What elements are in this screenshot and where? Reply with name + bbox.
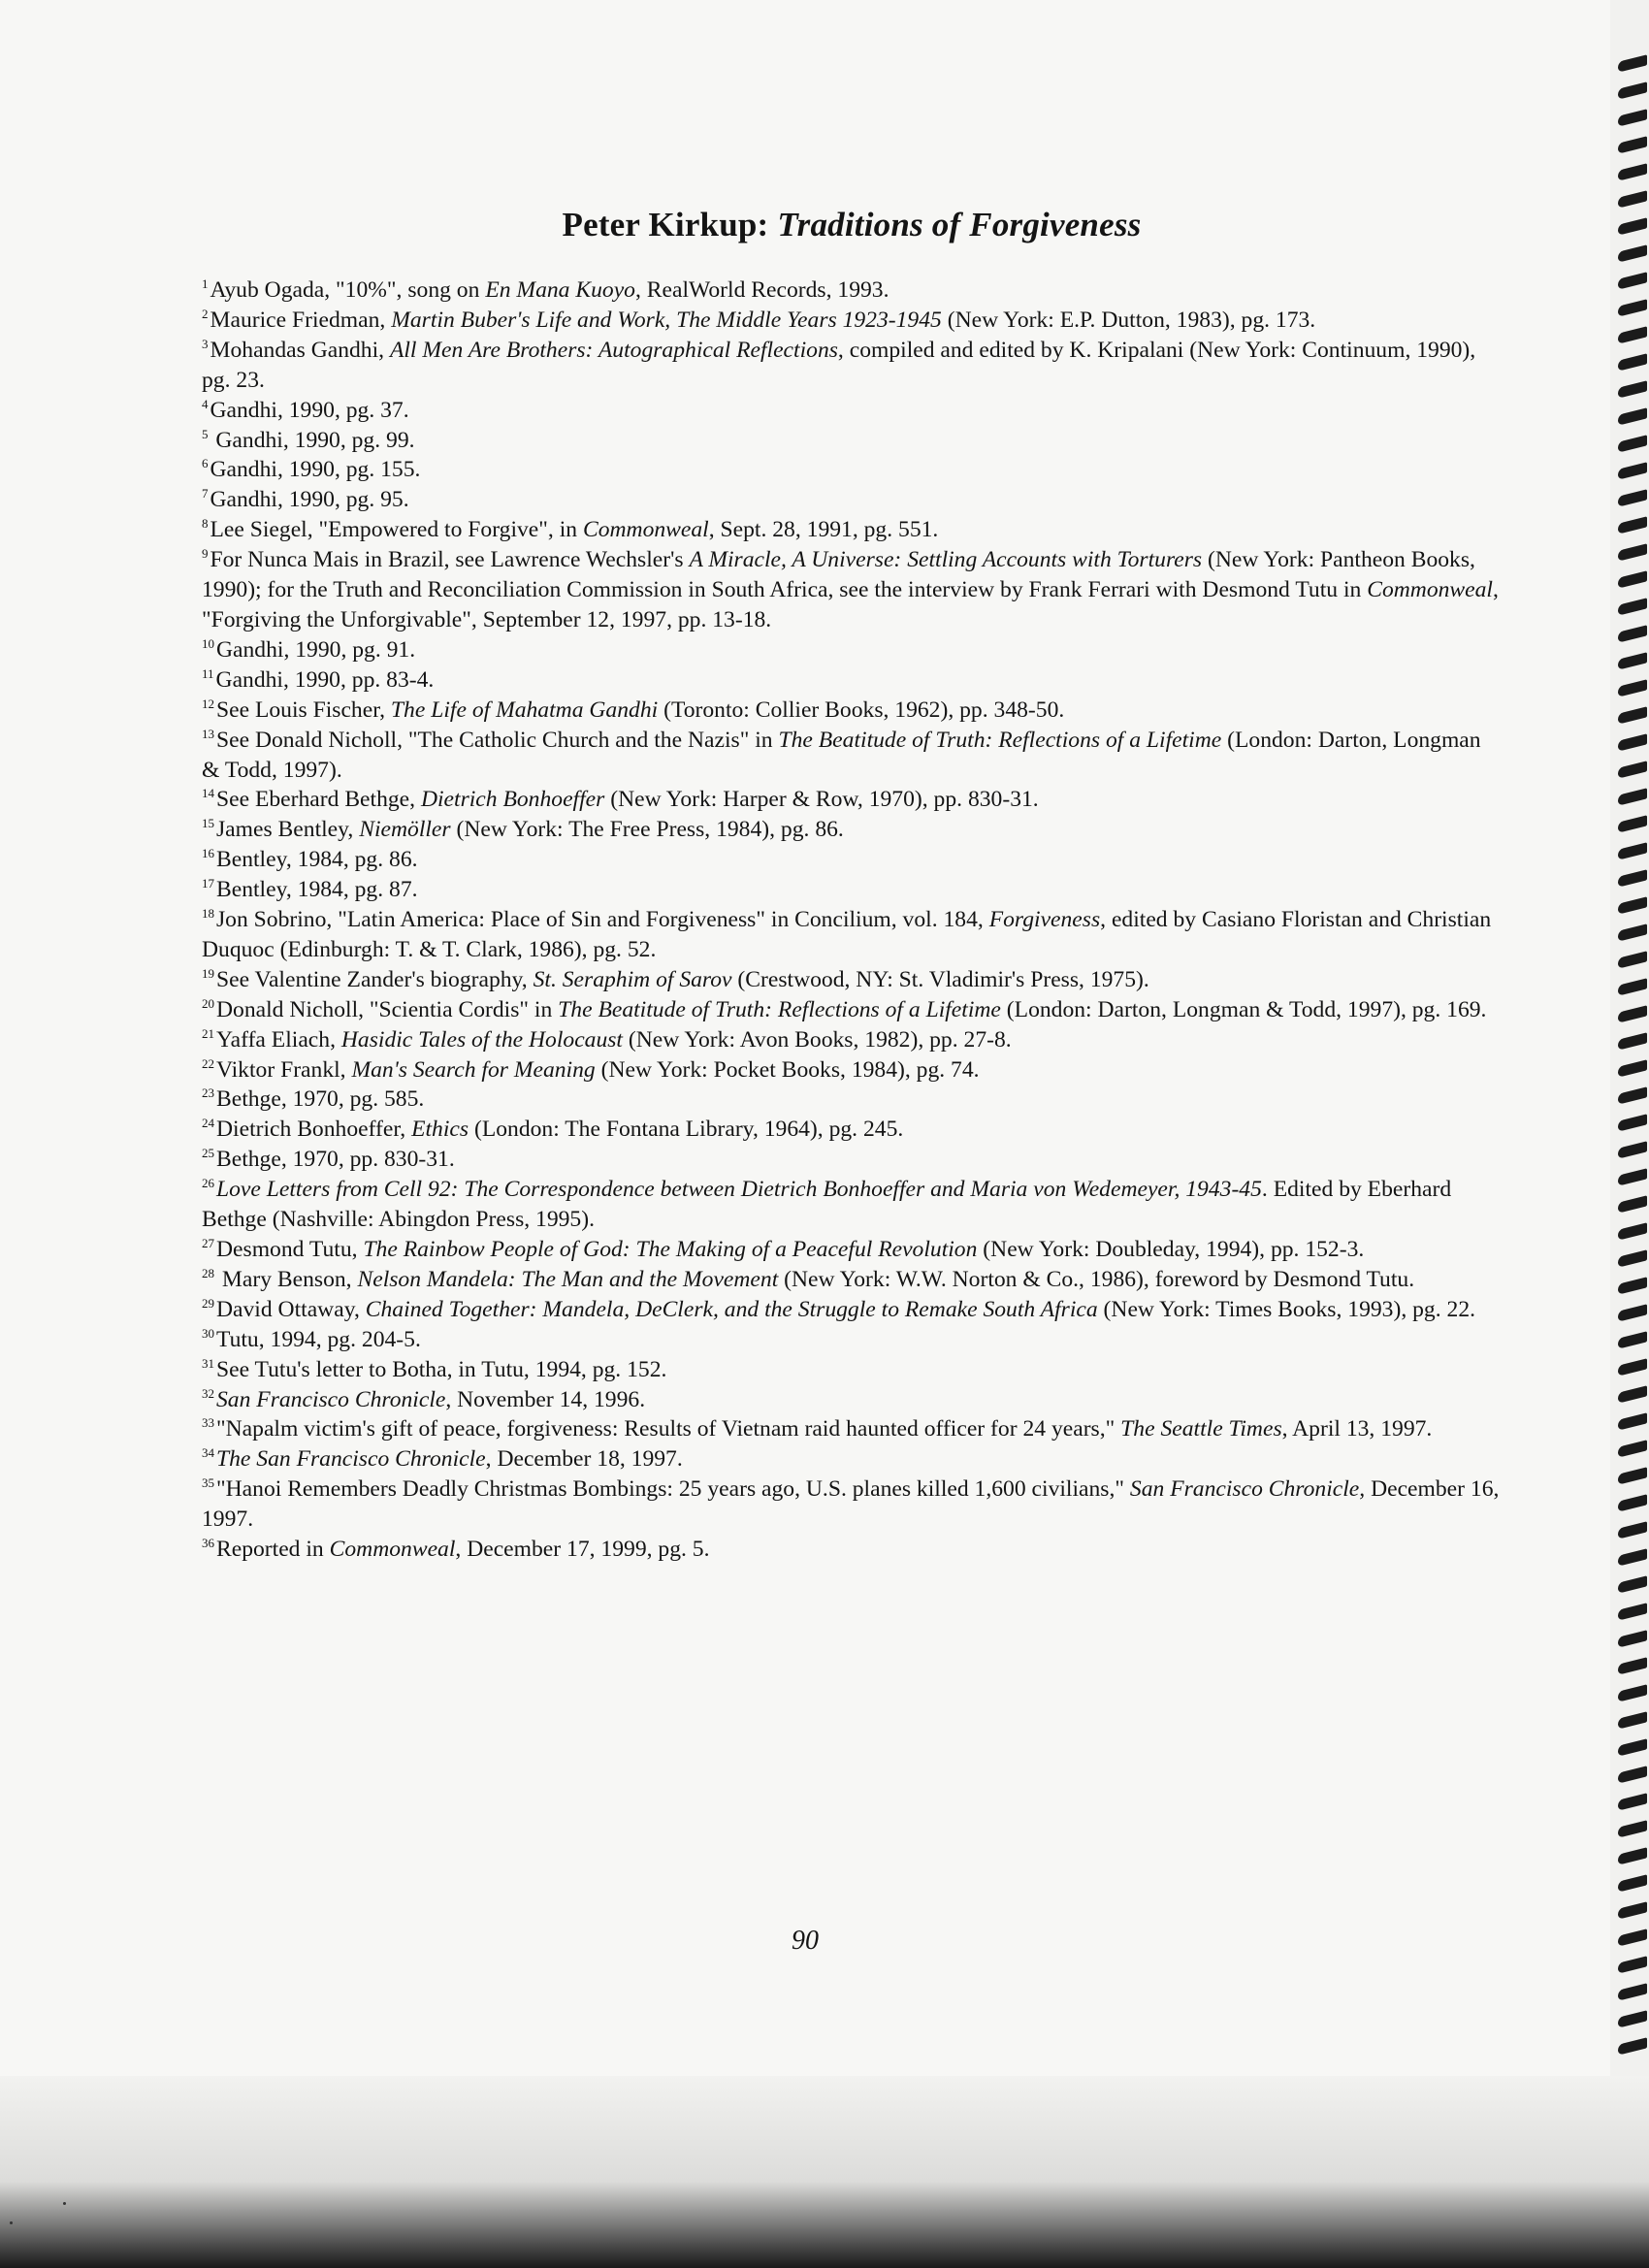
endnote-text: Yaffa Eliach,	[216, 1026, 341, 1053]
endnote-number: 26	[202, 1176, 214, 1191]
endnote-text: See Tutu's letter to Botha, in Tutu, 1994, pg. 152.	[216, 1356, 667, 1382]
endnote-title: The San Francisco Chronicle	[216, 1446, 486, 1473]
spiral-coil	[1618, 163, 1647, 180]
page-content	[202, 206, 1502, 1565]
endnote-18	[202, 905, 1502, 965]
endnote-text: Bethge, 1970, pg. 585.	[216, 1086, 425, 1113]
spiral-coil	[1618, 190, 1647, 208]
endnote-title: St. Seraphim of Sarov	[533, 966, 732, 992]
spiral-binding	[1606, 58, 1649, 2076]
endnote-24	[202, 1115, 1502, 1145]
spiral-coil	[1618, 1548, 1647, 1566]
endnote-36	[202, 1535, 1502, 1565]
endnote-28	[202, 1265, 1502, 1295]
endnote-text: (New York: Doubleday, 1994), pp. 152-3.	[977, 1237, 1365, 1262]
spiral-coil	[1618, 815, 1647, 832]
endnote-text: , edited by Casiano Floristan and Christian Duquoc (Edinburgh: T. & T. Clark, 1986), pg. 52.	[202, 907, 1492, 962]
endnote-text: Lee Siegel, "Empowered to Forgive", in	[210, 517, 583, 543]
endnote-25	[202, 1145, 1502, 1175]
endnote-text: , November 14, 1996.	[445, 1386, 646, 1412]
endnote-text: Donald Nicholl, "Scientia Cordis" in	[216, 996, 559, 1022]
endnote-title: Dietrich Bonhoeffer	[420, 787, 605, 813]
endnote-text: (New York: W.W. Norton & Co., 1986), foreword by Desmond Tutu.	[778, 1266, 1415, 1292]
spiral-coil	[1618, 462, 1647, 479]
endnote-number: 34	[202, 1445, 214, 1461]
endnote-33	[202, 1414, 1502, 1444]
spiral-coil	[1618, 1358, 1647, 1376]
endnote-number: 21	[202, 1025, 214, 1041]
endnote-title: Man's Search for Meaning	[351, 1056, 596, 1083]
endnote-29	[202, 1295, 1502, 1325]
endnote-text: Gandhi, 1990, pp. 83-4.	[215, 666, 435, 693]
endnote-text: Dietrich Bonhoeffer,	[216, 1117, 412, 1143]
endnote-number: 5	[202, 426, 209, 441]
endnote-title: Martin Buber's Life and Work, The Middle Years 1923-1945	[391, 307, 942, 333]
endnote-21	[202, 1025, 1502, 1055]
endnote-text: Gandhi, 1990, pg. 99.	[210, 427, 415, 453]
endnote-34	[202, 1444, 1502, 1474]
spiral-coil	[1618, 1820, 1647, 1837]
spiral-coil	[1618, 1440, 1647, 1457]
endnote-26	[202, 1175, 1502, 1235]
spiral-coil	[1618, 1766, 1647, 1783]
endnote-number: 3	[202, 336, 209, 351]
spiral-coil	[1618, 1331, 1647, 1348]
spiral-coil	[1618, 1657, 1647, 1674]
endnote-text: December 16, 1997.	[202, 1476, 1500, 1533]
endnote-text: , December 18, 1997.	[485, 1446, 683, 1473]
endnote-text: , "Forgiving the Unforgivable", September 12, 1997, pp. 13-18.	[202, 577, 1499, 632]
endnote-number: 19	[202, 965, 214, 981]
endnote-13	[202, 726, 1502, 786]
endnote-text: Maurice Friedman,	[210, 307, 392, 333]
spiral-coil	[1618, 923, 1647, 941]
endnote-number: 10	[202, 635, 214, 651]
endnote-number: 35	[202, 1475, 214, 1491]
spiral-coil	[1618, 679, 1647, 697]
endnote-title: Niemöller	[359, 817, 451, 843]
endnote-number: 6	[202, 456, 209, 471]
endnote-number: 2	[202, 306, 209, 321]
endnote-31	[202, 1355, 1502, 1385]
endnote-number: 12	[202, 696, 214, 711]
endnote-text: Reported in	[216, 1537, 330, 1563]
spiral-coil	[1618, 652, 1647, 669]
endnote-text: Ayub Ogada, "10%", song on	[210, 277, 486, 303]
spiral-coil	[1618, 1983, 1647, 2000]
endnote-17	[202, 875, 1502, 905]
spiral-coil	[1618, 1521, 1647, 1539]
endnote-number: 7	[202, 486, 209, 502]
spiral-coil	[1618, 1928, 1647, 1946]
endnote-10	[202, 635, 1502, 665]
spiral-coil	[1618, 407, 1647, 425]
endnote-title: The Beatitude of Truth: Reflections of a Lifetime	[778, 727, 1222, 753]
spiral-coil	[1618, 1684, 1647, 1701]
endnote-text: Bentley, 1984, pg. 86.	[216, 847, 418, 873]
endnote-text: (New York: Pantheon Books, 1990); for the Truth and Reconciliation Commission in South Africa, see the interview by Frank Ferrari with Desmond Tutu in	[202, 547, 1475, 603]
endnote-text: (London: The Fontana Library, 1964), pg. 245.	[469, 1117, 904, 1143]
endnote-number: 8	[202, 516, 209, 532]
spiral-coil	[1618, 1304, 1647, 1321]
endnote-number: 13	[202, 726, 214, 741]
endnote-2	[202, 306, 1502, 336]
spiral-coil	[1618, 1603, 1647, 1620]
endnote-number: 4	[202, 396, 209, 411]
spiral-coil	[1618, 489, 1647, 506]
spiral-coil	[1618, 1086, 1647, 1104]
endnote-title: Chained Together: Mandela, DeClerk, and the Struggle to Remake South Africa	[365, 1296, 1098, 1322]
endnote-title: The Rainbow People of God: The Making of a Peaceful Revolution	[363, 1237, 978, 1262]
endnote-number: 15	[202, 816, 214, 831]
spiral-coil	[1618, 272, 1647, 289]
spiral-coil	[1618, 788, 1647, 805]
endnote-title: Commonweal	[582, 517, 709, 543]
spiral-coil	[1618, 435, 1647, 452]
endnote-number: 30	[202, 1325, 214, 1341]
endnotes-list	[202, 275, 1502, 1565]
endnote-text: , December 17, 1999, pg. 5.	[455, 1537, 710, 1563]
spiral-coil	[1618, 1494, 1647, 1511]
endnote-number: 18	[202, 906, 214, 922]
endnote-number: 23	[202, 1085, 214, 1101]
endnote-number: 16	[202, 846, 214, 861]
endnote-text: David Ottaway,	[216, 1296, 366, 1322]
spiral-coil	[1618, 380, 1647, 398]
endnote-number: 36	[202, 1536, 214, 1551]
endnote-title: Hasidic Tales of the Holocaust	[340, 1026, 623, 1053]
endnote-number: 11	[202, 665, 214, 681]
endnote-9	[202, 545, 1502, 635]
endnote-text: Viktor Frankl,	[216, 1056, 352, 1083]
endnote-text: Gandhi, 1990, pg. 155.	[210, 457, 421, 483]
endnote-title: Ethics	[411, 1117, 469, 1143]
endnote-35	[202, 1474, 1502, 1535]
spiral-coil	[1618, 1385, 1647, 1403]
spiral-coil	[1618, 136, 1647, 153]
spiral-coil	[1618, 1195, 1647, 1213]
spiral-coil	[1618, 842, 1647, 859]
spiral-coil	[1618, 625, 1647, 642]
spiral-coil	[1618, 1005, 1647, 1022]
endnote-text: (New York: Harper & Row, 1970), pp. 830-31.	[604, 787, 1039, 813]
spiral-coil	[1618, 1141, 1647, 1158]
endnote-5	[202, 426, 1502, 456]
endnote-text: Mohandas Gandhi,	[210, 337, 390, 363]
endnote-text: See Valentine Zander's biography,	[216, 966, 534, 992]
endnote-text: See Louis Fischer,	[216, 697, 391, 723]
spiral-coil	[1618, 896, 1647, 914]
spiral-coil	[1618, 978, 1647, 995]
title-author: Peter Kirkup:	[562, 206, 769, 243]
endnote-text: Mary Benson,	[216, 1266, 358, 1292]
endnote-text: . Edited by Eberhard Bethge (Nashville: Abingdon Press, 1995).	[202, 1177, 1452, 1233]
endnote-title: The Seattle Times	[1120, 1416, 1282, 1442]
endnote-number: 28	[202, 1265, 214, 1280]
spiral-coil	[1618, 543, 1647, 561]
spiral-coil	[1618, 1793, 1647, 1810]
endnote-text: (New York: The Free Press, 1984), pg. 86.	[450, 817, 844, 843]
endnote-number: 31	[202, 1355, 214, 1371]
endnote-title: Commonweal	[329, 1537, 456, 1563]
spiral-coil	[1618, 217, 1647, 235]
endnote-1	[202, 275, 1502, 306]
endnote-4	[202, 396, 1502, 426]
spiral-coil	[1618, 1168, 1647, 1185]
spiral-coil	[1618, 81, 1647, 99]
spiral-coil	[1618, 244, 1647, 262]
endnote-text: (London: Darton, Longman & Todd, 1997).	[202, 727, 1481, 783]
scanner-edge-shadow	[0, 2076, 1649, 2268]
spiral-coil	[1618, 2010, 1647, 2027]
endnote-title: San Francisco Chronicle,	[1129, 1476, 1366, 1503]
endnote-text: James Bentley,	[216, 817, 360, 843]
endnote-title: The Life of Mahatma Gandhi	[390, 697, 659, 723]
endnote-23	[202, 1085, 1502, 1115]
endnote-title: All Men Are Brothers: Autographical Reflections	[389, 337, 838, 363]
endnote-title: The Beatitude of Truth: Reflections of a Lifetime	[558, 996, 1001, 1022]
endnote-27	[202, 1235, 1502, 1265]
endnote-text: (London: Darton, Longman & Todd, 1997), pg. 169.	[1000, 996, 1487, 1022]
endnote-text: "Napalm victim's gift of peace, forgiveness: Results of Vietnam raid haunted officer for 24 years,"	[216, 1416, 1121, 1442]
endnote-text: See Donald Nicholl, "The Catholic Church and the Nazis" in	[216, 727, 779, 753]
spiral-coil	[1618, 1277, 1647, 1294]
spiral-coil	[1618, 1711, 1647, 1729]
endnote-text: (New York: E.P. Dutton, 1983), pg. 173.	[941, 307, 1316, 333]
spiral-coil	[1618, 1114, 1647, 1131]
spiral-coil	[1618, 1032, 1647, 1050]
spiral-coil	[1618, 1412, 1647, 1430]
endnote-8	[202, 515, 1502, 545]
endnote-text: Gandhi, 1990, pg. 37.	[210, 397, 409, 423]
page-number: 90	[792, 1926, 819, 1956]
page-title	[202, 206, 1502, 244]
spiral-coil	[1618, 1467, 1647, 1484]
endnote-30	[202, 1325, 1502, 1355]
endnote-text: "Hanoi Remembers Deadly Christmas Bombings: 25 years ago, U.S. planes killed 1,600 civilians,"	[216, 1476, 1130, 1503]
spiral-coil	[1618, 1249, 1647, 1267]
endnote-text: , compiled and edited by K. Kripalani (New York: Continuum, 1990), pg. 23.	[202, 337, 1476, 393]
endnote-text: (Crestwood, NY: St. Vladimir's Press, 1975).	[731, 966, 1149, 992]
endnote-number: 20	[202, 995, 214, 1011]
endnote-text: Jon Sobrino, "Latin America: Place of Sin and Forgiveness" in Concilium, vol. 184,	[216, 907, 989, 933]
endnote-title: San Francisco Chronicle	[216, 1386, 446, 1412]
spiral-coil	[1618, 1901, 1647, 1919]
spiral-coil	[1618, 706, 1647, 724]
endnote-number: 22	[202, 1055, 214, 1071]
endnote-number: 17	[202, 876, 214, 891]
endnote-text: , April 13, 1997.	[1281, 1416, 1433, 1442]
spiral-coil	[1618, 733, 1647, 751]
spiral-coil	[1618, 1874, 1647, 1892]
endnote-text: Desmond Tutu,	[216, 1237, 364, 1262]
endnote-title: Nelson Mandela: The Man and the Movement	[357, 1266, 779, 1292]
endnote-19	[202, 965, 1502, 995]
endnote-text: For Nunca Mais in Brazil, see Lawrence Wechsler's	[210, 547, 690, 573]
spiral-coil	[1618, 761, 1647, 778]
endnote-text: (New York: Times Books, 1993), pg. 22.	[1097, 1296, 1476, 1322]
endnote-text: , RealWorld Records, 1993.	[634, 277, 889, 303]
endnote-title: Commonweal	[1367, 577, 1493, 603]
spiral-coil	[1618, 1738, 1647, 1756]
endnote-title: Forgiveness	[988, 907, 1101, 933]
endnote-text: Gandhi, 1990, pg. 95.	[210, 487, 409, 513]
endnote-3	[202, 336, 1502, 396]
endnote-20	[202, 995, 1502, 1025]
spiral-coil	[1618, 1847, 1647, 1864]
scan-dust	[63, 2202, 66, 2205]
endnote-22	[202, 1055, 1502, 1085]
endnote-text: Bentley, 1984, pg. 87.	[216, 877, 418, 903]
spiral-coil	[1618, 299, 1647, 316]
endnote-title: A Miracle, A Universe: Settling Accounts with Torturers	[689, 547, 1203, 573]
endnote-number: 14	[202, 786, 214, 801]
endnote-14	[202, 785, 1502, 815]
spiral-coil	[1618, 2037, 1647, 2055]
endnote-text: (New York: Pocket Books, 1984), pg. 74.	[595, 1056, 980, 1083]
endnote-text: Tutu, 1994, pg. 204-5.	[216, 1326, 421, 1352]
endnote-title: Love Letters from Cell 92: The Correspondence between Dietrich Bonhoeffer and Maria von Wedemeyer, 1943-45	[216, 1177, 1262, 1203]
endnote-number: 32	[202, 1385, 214, 1401]
spiral-coil	[1618, 951, 1647, 968]
spiral-coil	[1618, 516, 1647, 534]
spiral-coil	[1618, 54, 1647, 72]
endnote-32	[202, 1385, 1502, 1415]
endnote-12	[202, 696, 1502, 726]
endnote-text: (Toronto: Collier Books, 1962), pp. 348-50.	[658, 697, 1065, 723]
spiral-coil	[1618, 570, 1647, 588]
spiral-coil	[1618, 869, 1647, 887]
spiral-coil	[1618, 109, 1647, 126]
endnote-text: Gandhi, 1990, pg. 91.	[216, 636, 416, 663]
spiral-coil	[1618, 1059, 1647, 1077]
endnote-number: 1	[202, 276, 209, 291]
endnote-number: 33	[202, 1415, 214, 1431]
title-book: Traditions of Forgiveness	[777, 206, 1142, 243]
endnote-text: See Eberhard Bethge,	[216, 787, 421, 813]
endnote-6	[202, 455, 1502, 485]
spiral-coil	[1618, 1956, 1647, 1973]
endnote-title: En Mana Kuoyo	[485, 277, 635, 303]
endnote-11	[202, 665, 1502, 696]
endnote-16	[202, 845, 1502, 875]
endnote-number: 29	[202, 1295, 214, 1311]
endnote-text: Bethge, 1970, pp. 830-31.	[216, 1147, 455, 1173]
endnote-number: 27	[202, 1236, 214, 1250]
spiral-coil	[1618, 1222, 1647, 1240]
scan-dust	[10, 2221, 13, 2224]
endnote-number: 9	[202, 546, 209, 562]
endnote-15	[202, 815, 1502, 845]
endnote-number: 24	[202, 1116, 214, 1131]
spiral-coil	[1618, 326, 1647, 343]
endnote-7	[202, 485, 1502, 515]
spiral-coil	[1618, 1575, 1647, 1593]
spiral-coil	[1618, 598, 1647, 615]
endnote-text: (New York: Avon Books, 1982), pp. 27-8.	[623, 1026, 1012, 1053]
endnote-text: , Sept. 28, 1991, pg. 551.	[708, 517, 939, 543]
spiral-coil	[1618, 1630, 1647, 1647]
spiral-coil	[1618, 353, 1647, 371]
endnote-number: 25	[202, 1146, 214, 1161]
